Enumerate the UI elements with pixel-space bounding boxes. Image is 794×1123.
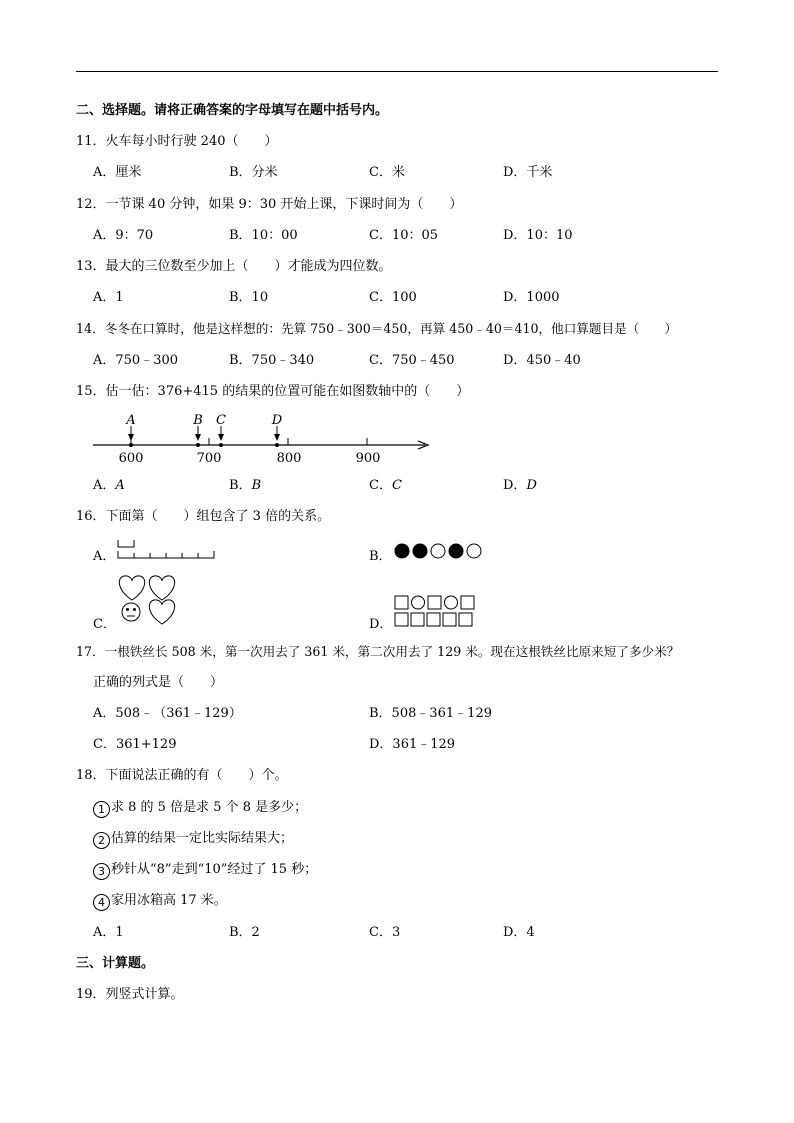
square-shape: [395, 613, 408, 626]
question-number: 17．: [76, 644, 105, 659]
q18-option-a[interactable]: A．1: [93, 925, 124, 940]
heart-icon: [149, 576, 174, 600]
q16-option-d[interactable]: D．: [369, 617, 393, 632]
q11-option-c[interactable]: C．米: [369, 165, 405, 180]
q12-option-b[interactable]: B．10：00: [229, 228, 298, 243]
question-number: 12．: [76, 197, 106, 212]
option-letter: A．: [93, 478, 116, 493]
point-label-c: C: [216, 413, 226, 428]
point-label-d: D: [271, 413, 283, 428]
option-value: D: [526, 478, 537, 493]
square-shape: [459, 613, 472, 626]
q14-option-c[interactable]: C．750﹣450: [369, 353, 455, 368]
square-shape: [395, 596, 408, 609]
q16-option-a[interactable]: A．: [93, 549, 116, 564]
option-letter: B．: [229, 478, 252, 493]
question-text: 最大的三位数至少加上（ ）才能成为四位数。: [105, 259, 392, 274]
question-number: 11．: [76, 134, 106, 149]
question-text: 一根铁丝长 508 米，第一次用去了 361 米，第二次用去了 129 米。现在这根铁丝比原来短了多少米？: [104, 644, 680, 659]
question-text: 冬冬在口算时，他是这样想的：先算 750﹣300＝450，再算 450﹣40＝410，他口算题目是（ ）: [104, 321, 678, 336]
filled-circle: [413, 544, 427, 558]
option-letter: C．: [369, 478, 392, 493]
question-text: 估一估：376+415 的结果的位置可能在如图数轴中的（ ）: [105, 384, 470, 399]
statement-text: 家用冰箱高 17 米。: [111, 893, 227, 908]
q16-option-c[interactable]: C．: [93, 617, 116, 632]
option-value: B: [251, 478, 262, 493]
q17-option-c[interactable]: C．361+129: [93, 737, 177, 752]
question-text: 列竖式计算。: [105, 987, 184, 1002]
segment-figure-a: [118, 540, 214, 558]
option-value: A: [115, 478, 125, 493]
circled-number-4: 4: [93, 894, 110, 911]
circle-shape: [412, 596, 425, 609]
question-number: 19．: [76, 987, 106, 1002]
tick-label-800: 800: [276, 451, 302, 466]
question-text: 下面说法正确的有（ ）个。: [105, 768, 288, 783]
face-eye: [127, 609, 129, 611]
square-shape: [427, 613, 440, 626]
q16-option-b[interactable]: B．: [369, 549, 392, 564]
statement-4: [93, 893, 227, 911]
point-label-a: A: [126, 413, 136, 428]
question-text: 下面第（ ）组包含了 3 倍的关系。: [105, 509, 331, 524]
question-19: [76, 987, 184, 1003]
q13-option-c[interactable]: C．100: [369, 290, 417, 305]
q12-option-a[interactable]: A．9：70: [93, 228, 154, 243]
option-letter: D．: [503, 478, 527, 493]
section-2-title: 二、选择题。请将正确答案的字母填写在题中括号内。: [76, 103, 389, 118]
square-shape: [428, 596, 441, 609]
filled-circle: [395, 544, 409, 558]
question-number: 18．: [76, 768, 106, 783]
q18-option-d[interactable]: D．4: [503, 925, 535, 940]
q14-option-b[interactable]: B．750﹣340: [229, 353, 315, 368]
tick-label-900: 900: [355, 451, 381, 466]
statement-text: 求 8 的 5 倍是求 5 个 8 是多少；: [111, 800, 308, 815]
q17-option-d[interactable]: D．361﹣129: [369, 737, 456, 752]
circled-number-1: 1: [93, 801, 110, 818]
face-eye: [134, 609, 136, 611]
q12-option-c[interactable]: C．10：05: [369, 228, 439, 243]
q18-option-b[interactable]: B．2: [229, 925, 260, 940]
statement-3: [93, 862, 317, 880]
square-shape: [411, 613, 424, 626]
point-label-b: B: [193, 413, 203, 428]
heart-icon: [149, 600, 174, 624]
q11-option-a[interactable]: A．厘米: [93, 165, 142, 180]
question-text: 一节课 40 分钟，如果 9：30 开始上课，下课时间为（ ）: [105, 197, 463, 212]
q11-option-d[interactable]: D．千米: [503, 165, 553, 180]
question-17: [76, 644, 679, 660]
q14-option-a[interactable]: A．750﹣300: [93, 353, 179, 368]
question-18: [76, 768, 288, 784]
face-icon: [122, 603, 140, 621]
heart-icon: [119, 576, 144, 600]
square-shape: [443, 613, 456, 626]
question-number: 14．: [76, 321, 105, 336]
question-text: 火车每小时行驶 240（ ）: [105, 134, 278, 149]
statement-1: [93, 800, 307, 818]
q13-option-d[interactable]: D．1000: [503, 290, 560, 305]
circle-shape: [445, 596, 458, 609]
q14-option-d[interactable]: D．450﹣40: [503, 353, 581, 368]
heart-figure-c: [119, 576, 174, 624]
q17-option-b[interactable]: B．508﹣361﹣129: [369, 706, 492, 721]
square-shape: [461, 596, 474, 609]
short-segment: [118, 540, 134, 547]
statement-text: 秒针从“8”走到“10”经过了 15 秒；: [111, 862, 318, 877]
q12-option-d[interactable]: D．10：10: [503, 228, 573, 243]
q13-option-b[interactable]: B．10: [229, 290, 269, 305]
q11-option-b[interactable]: B．分米: [229, 165, 278, 180]
statement-2: [93, 831, 293, 849]
shape-figure-d: [395, 596, 474, 626]
q17-option-a[interactable]: A．508﹣（361﹣129）: [93, 706, 242, 721]
empty-circle: [431, 544, 445, 558]
circled-number-3: 3: [93, 863, 110, 880]
q13-option-a[interactable]: A．1: [93, 290, 124, 305]
option-value: C: [391, 478, 402, 493]
q18-option-c[interactable]: C．3: [369, 925, 401, 940]
tick-label-600: 600: [118, 451, 144, 466]
statement-text: 估算的结果一定比实际结果大；: [111, 831, 294, 846]
question-17-line2: 正确的列式是（ ）: [93, 675, 224, 690]
empty-circle: [467, 544, 481, 558]
filled-circle: [449, 544, 463, 558]
question-number: 15．: [76, 384, 106, 399]
circled-number-2: 2: [93, 832, 110, 849]
question-number: 13．: [76, 259, 106, 274]
circle-figure-b: [395, 544, 481, 558]
question-number: 16．: [76, 509, 106, 524]
section-3-title: 三、计算题。: [76, 956, 155, 971]
tick-label-700: 700: [196, 451, 222, 466]
